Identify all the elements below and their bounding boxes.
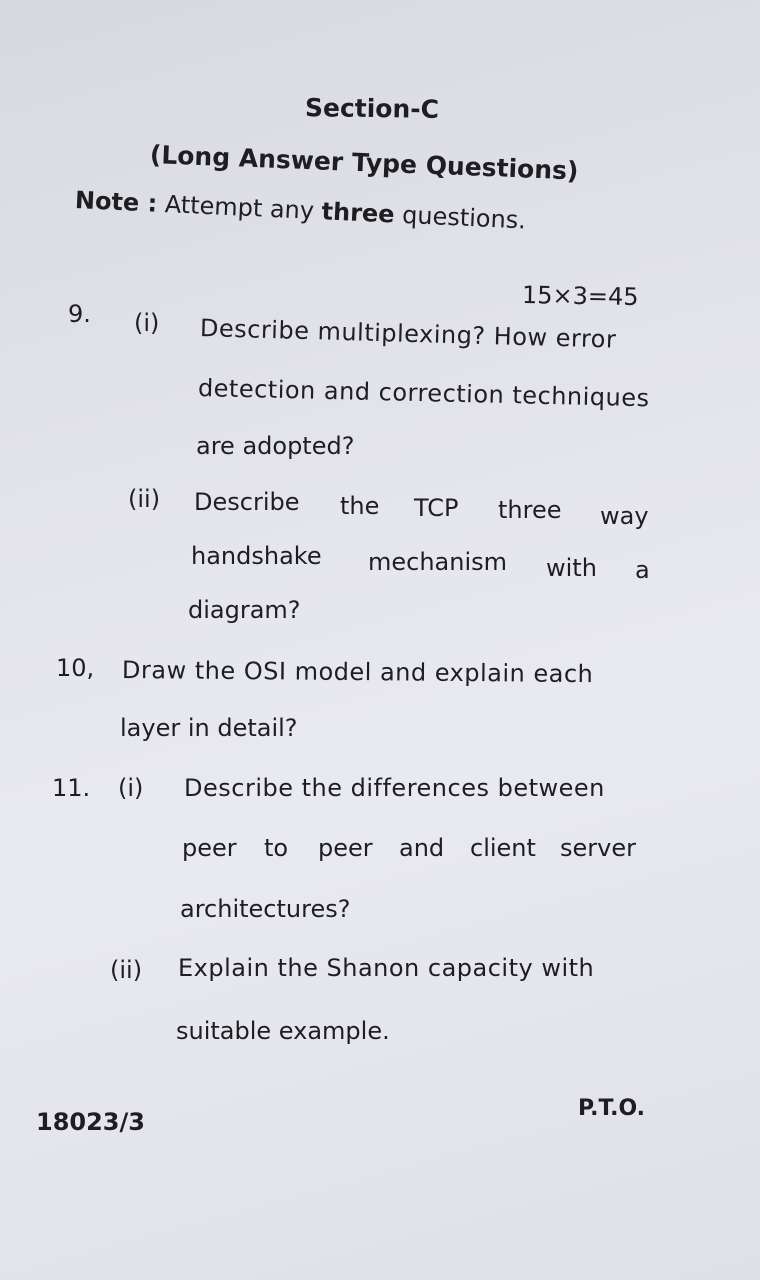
question-9-ii-word: a <box>635 556 650 584</box>
question-9-i-label: (i) <box>134 309 160 337</box>
question-9-i-line-2: detection and correction techniques <box>197 374 650 413</box>
please-turn-over: P.T.O. <box>578 1096 646 1121</box>
question-9-ii-word: with <box>546 554 597 582</box>
question-11-i-word: server <box>560 834 636 862</box>
question-9-ii-word: TCP <box>414 494 459 522</box>
question-11-i-line-3: architectures? <box>180 895 351 923</box>
question-9-ii-word: mechanism <box>368 548 508 576</box>
marks-allocation: 15×3=45 <box>521 280 639 312</box>
question-10-line-1: Draw the OSI model and explain each <box>121 656 594 689</box>
question-11-i-word: peer <box>318 834 373 862</box>
question-11-ii-line-2: suitable example. <box>176 1017 390 1045</box>
paper-code: 18023/3 <box>36 1108 145 1136</box>
question-9-ii-word: way <box>600 502 649 530</box>
note-emphasis: three <box>321 197 396 229</box>
question-11-ii-label: (ii) <box>110 956 143 984</box>
note-text-after: questions. <box>401 200 527 235</box>
question-10-line-2: layer in detail? <box>120 714 298 742</box>
question-9-ii-word: three <box>498 496 562 524</box>
question-11-i-line-1: Describe the differences between <box>184 774 605 802</box>
question-9-ii-line-3: diagram? <box>188 596 301 624</box>
question-9-i-line-3: are adopted? <box>196 432 355 460</box>
question-9-ii-word: the <box>340 492 380 520</box>
question-9-number: 9. <box>68 300 91 328</box>
section-subtitle: (Long Answer Type Questions) <box>149 140 579 186</box>
question-9-i-line-1: Describe multiplexing? How error <box>199 314 617 354</box>
note-text-before: Attempt any <box>164 190 315 225</box>
question-11-i-word: peer <box>182 834 237 862</box>
note-label: Note : <box>74 186 158 218</box>
question-11-i-word: client <box>470 834 536 862</box>
question-9-ii-word: Describe <box>194 488 300 516</box>
question-11-i-word: to <box>264 834 289 862</box>
question-11-i-word: and <box>399 834 445 862</box>
question-11-ii-line-1: Explain the Shanon capacity with <box>178 954 595 982</box>
question-11-i-label: (i) <box>118 774 144 802</box>
note-line <box>74 186 527 235</box>
question-11-number: 11. <box>52 774 91 802</box>
question-10-number: 10, <box>56 654 95 682</box>
question-9-ii-label: (ii) <box>128 485 161 513</box>
section-title: Section-C <box>304 93 440 124</box>
question-9-ii-word: handshake <box>191 542 322 570</box>
